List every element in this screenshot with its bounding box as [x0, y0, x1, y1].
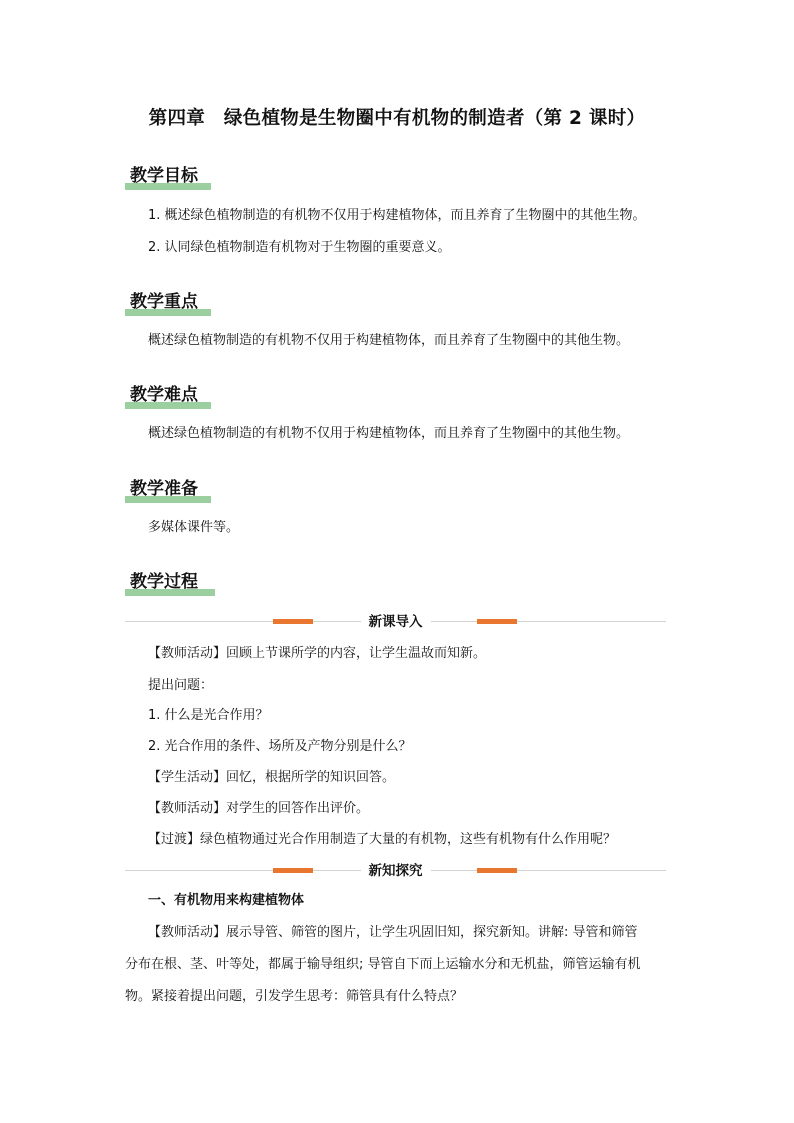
- objective-item-1: 1. 概述绿色植物制造的有机物不仅用于构建植物体，而且养育了生物圈中的其他生物。: [148, 208, 646, 223]
- section-separator-explore: [125, 855, 666, 885]
- separator-label: 新知探究: [125, 859, 666, 879]
- separator-label: 新课导入: [125, 610, 666, 630]
- section-separator-intro: [125, 606, 666, 636]
- explore-subheading: 一、有机物用来构建植物体: [148, 893, 305, 908]
- intro-line-3: 1. 什么是光合作用？: [148, 708, 269, 723]
- intro-line-1: 【教师活动】回顾上节课所学的内容，让学生温故而知新。: [148, 646, 487, 661]
- intro-line-5: 【学生活动】回忆，根据所学的知识回答。: [148, 770, 396, 785]
- heading-text: 教学重点: [130, 292, 198, 312]
- intro-line-6: 【教师活动】对学生的回答作出评价。: [148, 801, 370, 816]
- heading-text: 教学准备: [130, 479, 198, 499]
- intro-line-2: 提出问题：: [148, 678, 214, 693]
- page-title: 第四章 绿色植物是生物圈中有机物的制造者（第 2 课时）: [148, 108, 646, 129]
- explore-line-1: 【教师活动】展示导管、筛管的图片，让学生巩固旧知，探究新知。讲解: 导管和筛管: [148, 925, 638, 940]
- difficulties-text: 概述绿色植物制造的有机物不仅用于构建植物体，而且养育了生物圈中的其他生物。: [148, 426, 630, 441]
- intro-line-7: 【过渡】绿色植物通过光合作用制造了大量的有机物，这些有机物有什么作用呢？: [148, 832, 617, 847]
- intro-line-4: 2. 光合作用的条件、场所及产物分别是什么？: [148, 739, 412, 754]
- objective-item-2: 2. 认同绿色植物制造有机物对于生物圈的重要意义。: [148, 240, 451, 255]
- heading-text: 教学目标: [130, 166, 198, 186]
- heading-text: 教学过程: [130, 572, 198, 592]
- explore-line-3: 物。紧接着提出问题，引发学生思考：筛管具有什么特点？: [125, 989, 464, 1004]
- key-points-text: 概述绿色植物制造的有机物不仅用于构建植物体，而且养育了生物圈中的其他生物。: [148, 333, 630, 348]
- preparation-text: 多媒体课件等。: [148, 520, 240, 535]
- explore-line-2: 分布在根、茎、叶等处，都属于输导组织; 导管自下而上运输水分和无机盐，筛管运输有机: [125, 957, 641, 972]
- heading-text: 教学难点: [130, 385, 198, 405]
